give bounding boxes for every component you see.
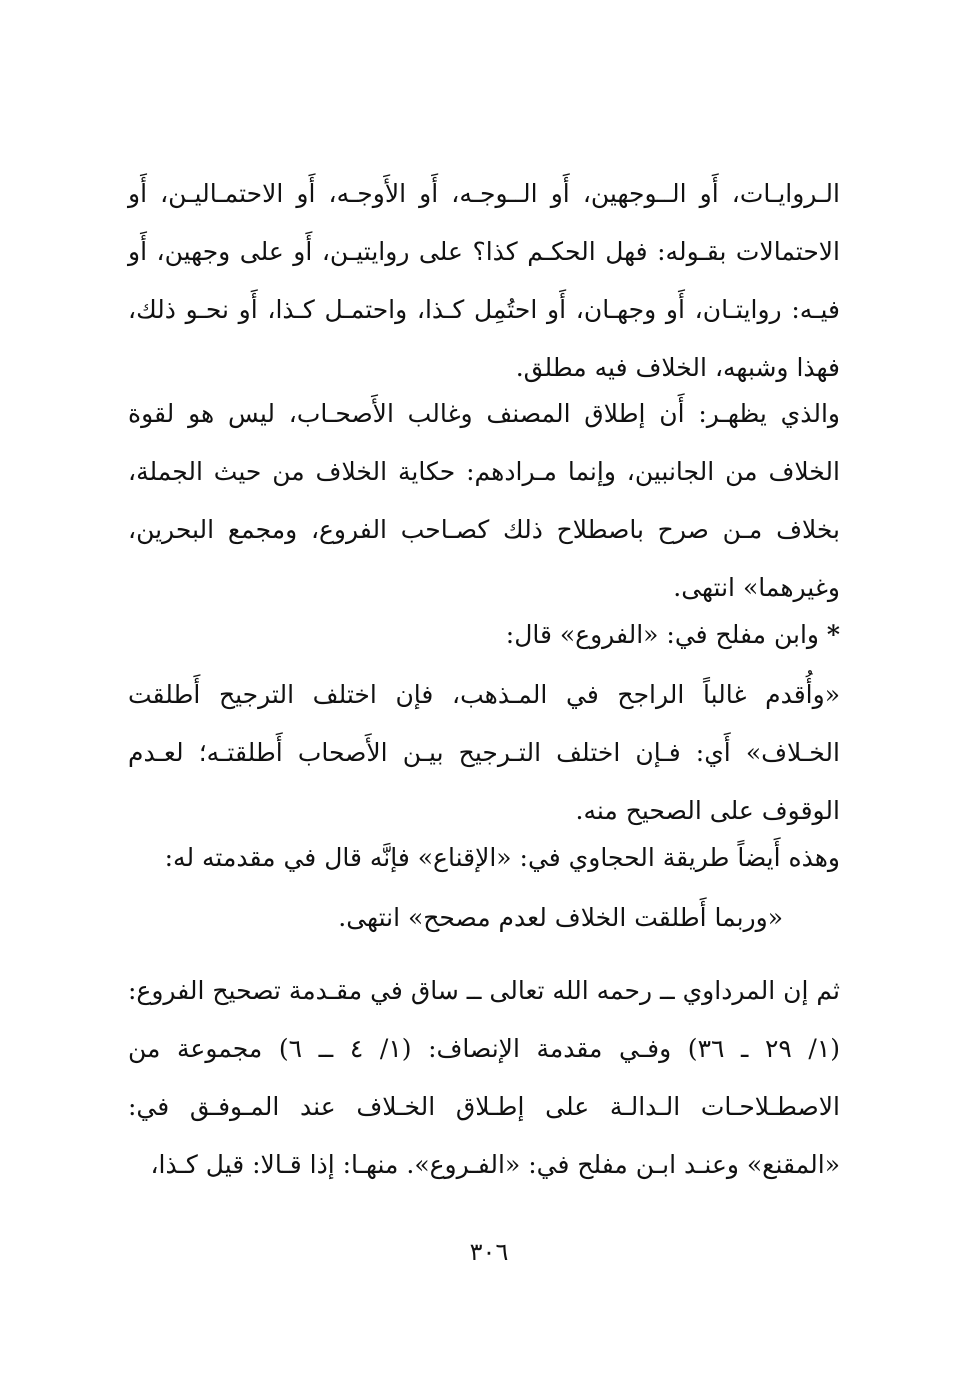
paragraph-1: [128, 165, 840, 397]
paragraph-2: [128, 385, 840, 617]
paragraph-3: [128, 606, 840, 664]
paragraph-7-text: ثم إن المرداوي ــ رحمه الله تعالى ــ ساق في مقـدمة تصحيح الفروع: (١/ ٢٩ ـ ٣٦) وفـي مقدمة الإنصاف: (١/ ٤ ــ ٦) مجموعة من الاصطـلاحـات الـدالـة على إطـلاق الخـلاف عند المـوفـق في: «المقنع» وعنـد ابـن مفلح في: «الفـروع». منهـا: إذا قـالا: قيل كـذا،: [128, 976, 841, 1179]
paragraph-3-text: وابن مفلح في: «الفروع» قال:: [505, 620, 819, 649]
paragraph-1-text: الـروايـات، أَو الــوجهين، أَو الــوجـه، أَو الأَوجـه، أَو الاحتمـاليـن، أَو الاحتمالات بقـوله: فهل الحكـم كذا؟ على روايتيـن، أَو على وجهين، أَو فيـه: روايتـان، أَو وجهـان، أَو احتُمِل كـذا، واحتمـل كـذا، أَو نحـو ذلك، فهذا وشبهه، الخلاف فيه مطلق.: [128, 179, 840, 382]
paragraph-3-line: [128, 606, 840, 664]
paragraph-6: [128, 889, 840, 947]
paragraph-4: [128, 666, 840, 840]
paragraph-4-text: «وأُقدم غالباً الراجح في المـذهب، فإن اختلف الترجيح أَطلقت الخـلاف» أَي: فـإن اختلف التـرجيح بيـن الأَصحاب أَطلقتـه؛ لعـدم الوقوف على الصحيح منه.: [128, 680, 840, 825]
paragraph-7: [128, 962, 840, 1194]
asterisk-marker: *: [826, 620, 840, 649]
paragraph-2-text: والذي يظهـر: أَن إطلاق المصنف وغالب الأَصحـاب، ليس هو لقوة الخلاف من الجانبين، وإنما مـرادهم: حكاية الخلاف من حيث الجملة، بخلاف مـن صرح باصطلاح ذلك كصـاحب الفروع، ومجمع البحرين، وغيرهما» انتهى.: [128, 399, 840, 602]
paragraph-6-text: «وربما أَطلقت الخلاف لعدم مصحح» انتهى.: [338, 903, 783, 932]
page-number: ٣٠٦: [469, 1238, 509, 1266]
paragraph-5-text: وهذه أَيضاً طريقة الحجاوي في: «الإقناع» فإنَّه قال في مقدمته له:: [164, 843, 840, 872]
paragraph-5: [128, 829, 840, 887]
